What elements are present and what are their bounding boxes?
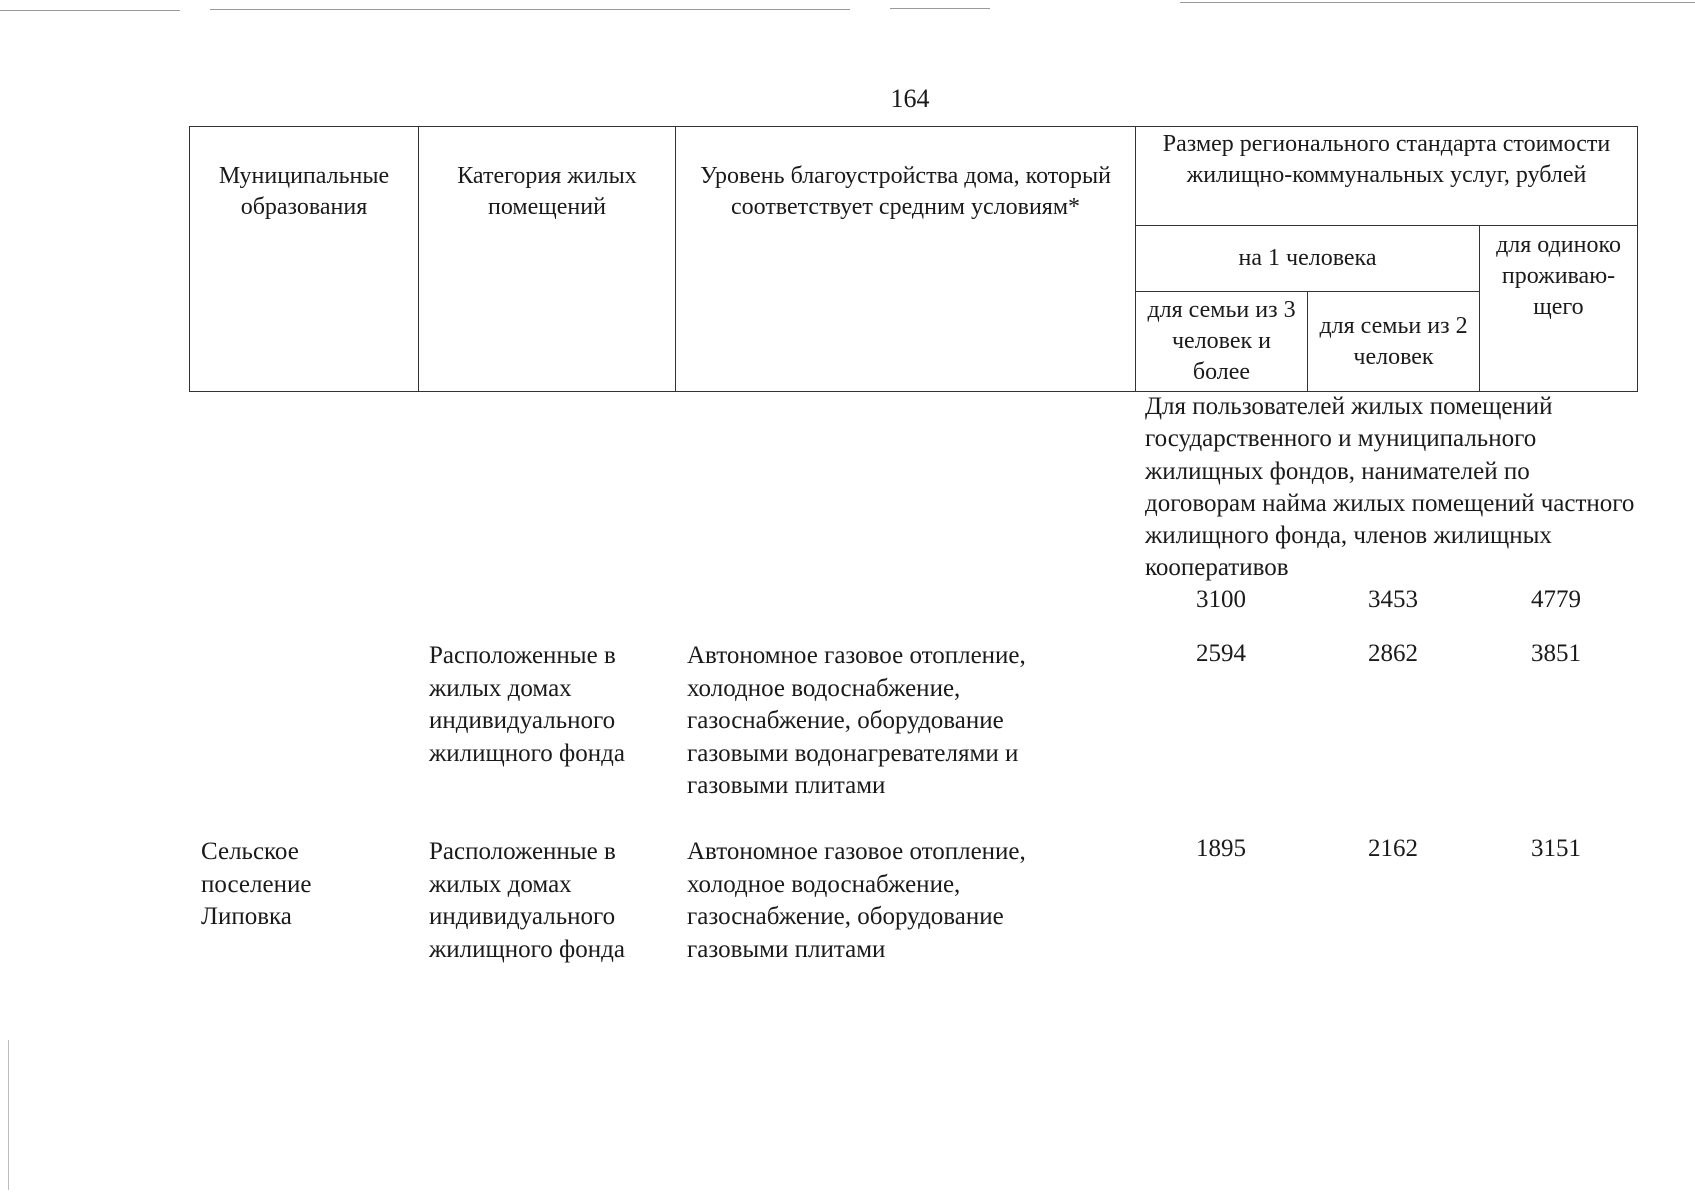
value-single: 3851 — [1531, 640, 1581, 667]
scan-edge-line — [1180, 2, 1695, 3]
value-family3: 1895 — [1196, 835, 1246, 862]
header-category — [418, 126, 676, 392]
header-standard — [1135, 126, 1638, 226]
header-family2-label: для семьи из 2 человек — [1319, 312, 1468, 370]
value-family2: 3453 — [1368, 586, 1418, 613]
header-single — [1479, 225, 1638, 392]
value-family3: 3100 — [1196, 586, 1246, 613]
row-category: Расположенные в жилых домах индивидуального жилищного фонда — [429, 838, 625, 963]
header-level-label: Уровень благоустройства дома, который соответствует средним условиям* — [700, 163, 1111, 220]
value-family2: 2862 — [1368, 640, 1418, 667]
row-category: Расположенные в жилых домах индивидуального жилищного фонда — [429, 642, 625, 767]
header-per-person — [1135, 225, 1480, 292]
section-title: Для пользователей жилых помещений государственного и муниципального жилищных фондов, нанимателей по договорам найма жилых помещений частного жилищного фонда, членов жилищных кооперативов — [1145, 393, 1635, 582]
value-family2: 2162 — [1368, 835, 1418, 862]
scan-edge-line — [8, 1040, 9, 1190]
header-municipality — [189, 126, 419, 392]
header-category-label: Категория жилых помещений — [457, 163, 637, 220]
page-number: 164 — [890, 84, 930, 113]
header-level — [675, 126, 1136, 392]
row-level: Автономное газовое отопление, холодное водоснабжение, газоснабжение, оборудование газовыми плитами — [687, 838, 1026, 963]
header-municipality-label: Муниципальные образования — [218, 163, 390, 220]
scan-edge-line — [890, 8, 990, 9]
scan-edge-line — [0, 10, 180, 11]
value-family3: 2594 — [1196, 640, 1246, 667]
header-family2 — [1307, 291, 1480, 392]
row-level: Автономное газовое отопление, холодное водоснабжение, газоснабжение, оборудование газовыми водонагревателями и газовыми плитами — [687, 642, 1026, 799]
header-family3 — [1135, 291, 1308, 392]
header-per-person-label: на 1 человека — [1238, 245, 1377, 271]
value-single: 3151 — [1531, 835, 1581, 862]
value-single: 4779 — [1531, 586, 1581, 613]
row-municipality: Сельское поселение Липовка — [201, 838, 312, 930]
header-standard-label: Размер регионального стандарта стоимости жилищно-коммунальных услуг, рублей — [1162, 131, 1611, 188]
header-family3-label: для семьи из 3 человек и более — [1147, 297, 1296, 385]
header-single-label: для одиноко проживаю-щего — [1496, 232, 1621, 320]
scan-edge-line — [210, 9, 850, 10]
